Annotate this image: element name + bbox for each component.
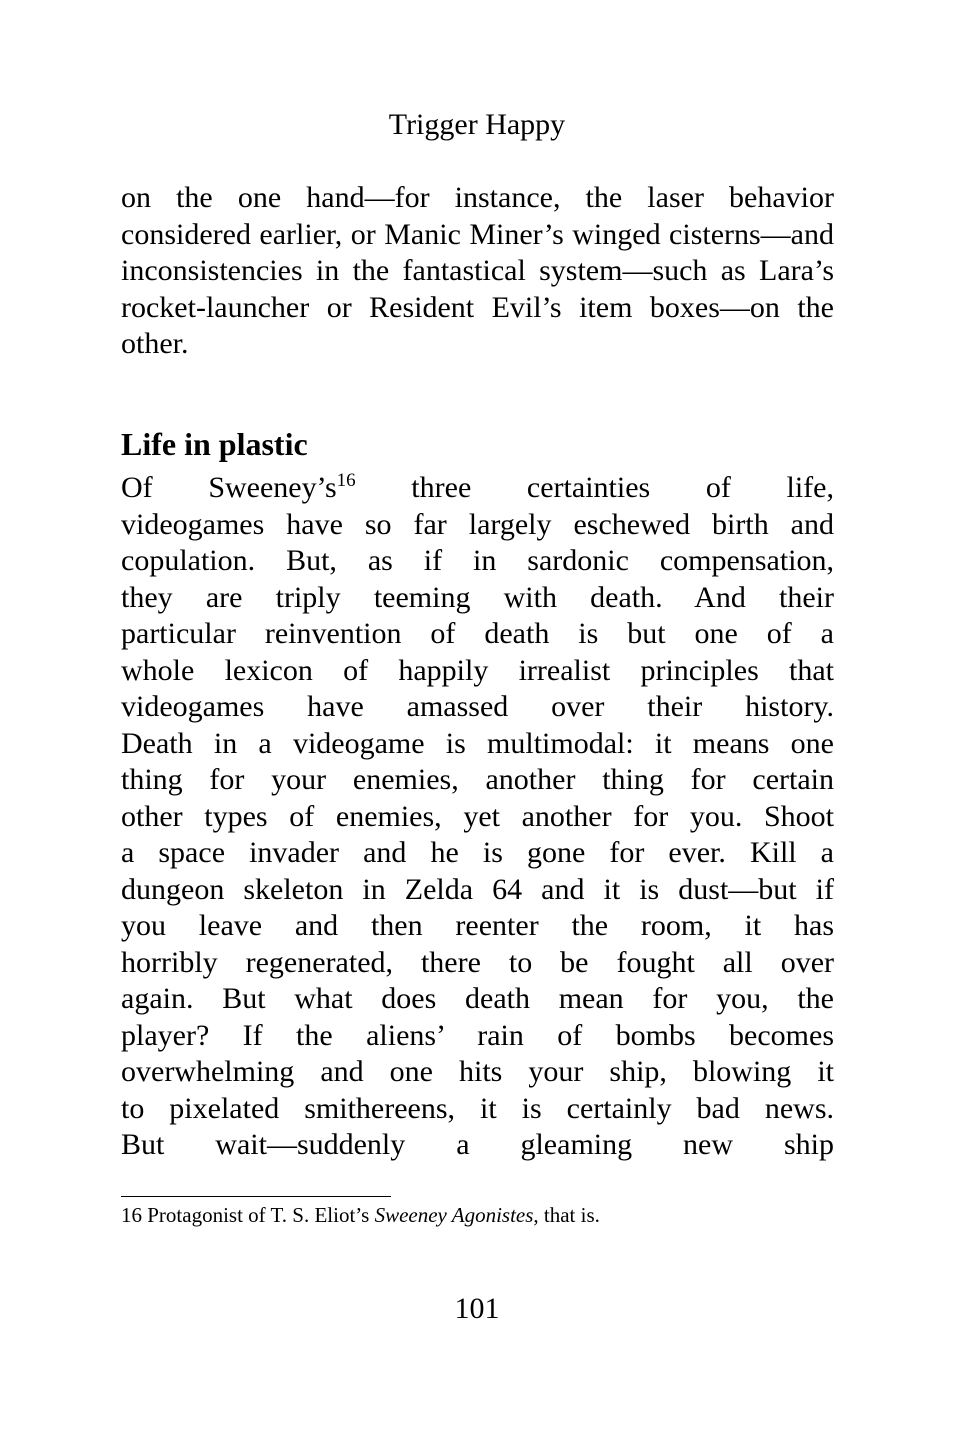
text-line	[121, 470, 834, 507]
text-line: videogames have amassed over their history.	[121, 690, 834, 723]
text-line: particular reinvention of death is but one of a	[121, 617, 834, 650]
text-line: you leave and then reenter the room, it has	[121, 909, 834, 942]
section-heading: Life in plastic	[121, 426, 308, 462]
footnote-separator-rule	[121, 1196, 391, 1197]
text-line: But wait—suddenly a gleaming new ship	[121, 1128, 834, 1161]
footnote-title-italic: Sweeney Agonistes	[374, 1203, 534, 1227]
text-line: whole lexicon of happily irrealist principles that	[121, 653, 834, 687]
text-line: dungeon skeleton in Zelda 64 and it is dust—but if	[121, 872, 834, 906]
footnote	[121, 1201, 834, 1229]
page-number: 101	[454, 1292, 500, 1325]
text-line: horribly regenerated, there to be fought all over	[121, 945, 834, 979]
text-line: copulation. But, as if in sardonic compensation,	[121, 544, 834, 577]
running-title: Trigger Happy	[388, 108, 566, 141]
text-line: again. But what does death mean for you, the	[121, 982, 834, 1015]
text-line: other types of enemies, yet another for you. Shoot	[121, 799, 834, 833]
text-line: a space invader and he is gone for ever. Kill a	[121, 836, 834, 869]
text-segment: Of Sweeney’s	[121, 471, 337, 504]
text-line: Death in a videogame is multimodal: it means one	[121, 726, 834, 760]
text-segment: three certainties of life,	[355, 471, 834, 504]
footnote-number: 16	[121, 1203, 142, 1227]
text-line: they are triply teeming with death. And their	[121, 580, 834, 614]
text-line: videogames have so far largely eschewed birth and	[121, 507, 834, 541]
paragraph-life-in-plastic	[121, 470, 834, 1164]
text-line: to pixelated smithereens, it is certainly bad news.	[121, 1091, 834, 1125]
footnote-reference[interactable]: 16	[336, 470, 356, 491]
text-line: overwhelming and one hits your ship, blowing it	[121, 1055, 834, 1088]
paragraph-continued: on the one hand—for instance, the laser behavior considered earlier, or Manic Miner’s winged cisterns—and inconsistencies in the fantastical system—such as Lara’s rocket-launcher or Resident Evil’s item boxes—on the other.	[121, 181, 834, 361]
footnote-text: Protagonist of T. S. Eliot’s	[142, 1203, 375, 1227]
text-line: thing for your enemies, another thing for certain	[121, 763, 834, 796]
text-line: player? If the aliens’ rain of bombs becomes	[121, 1018, 834, 1052]
footnote-text-end: , that is.	[533, 1203, 600, 1227]
